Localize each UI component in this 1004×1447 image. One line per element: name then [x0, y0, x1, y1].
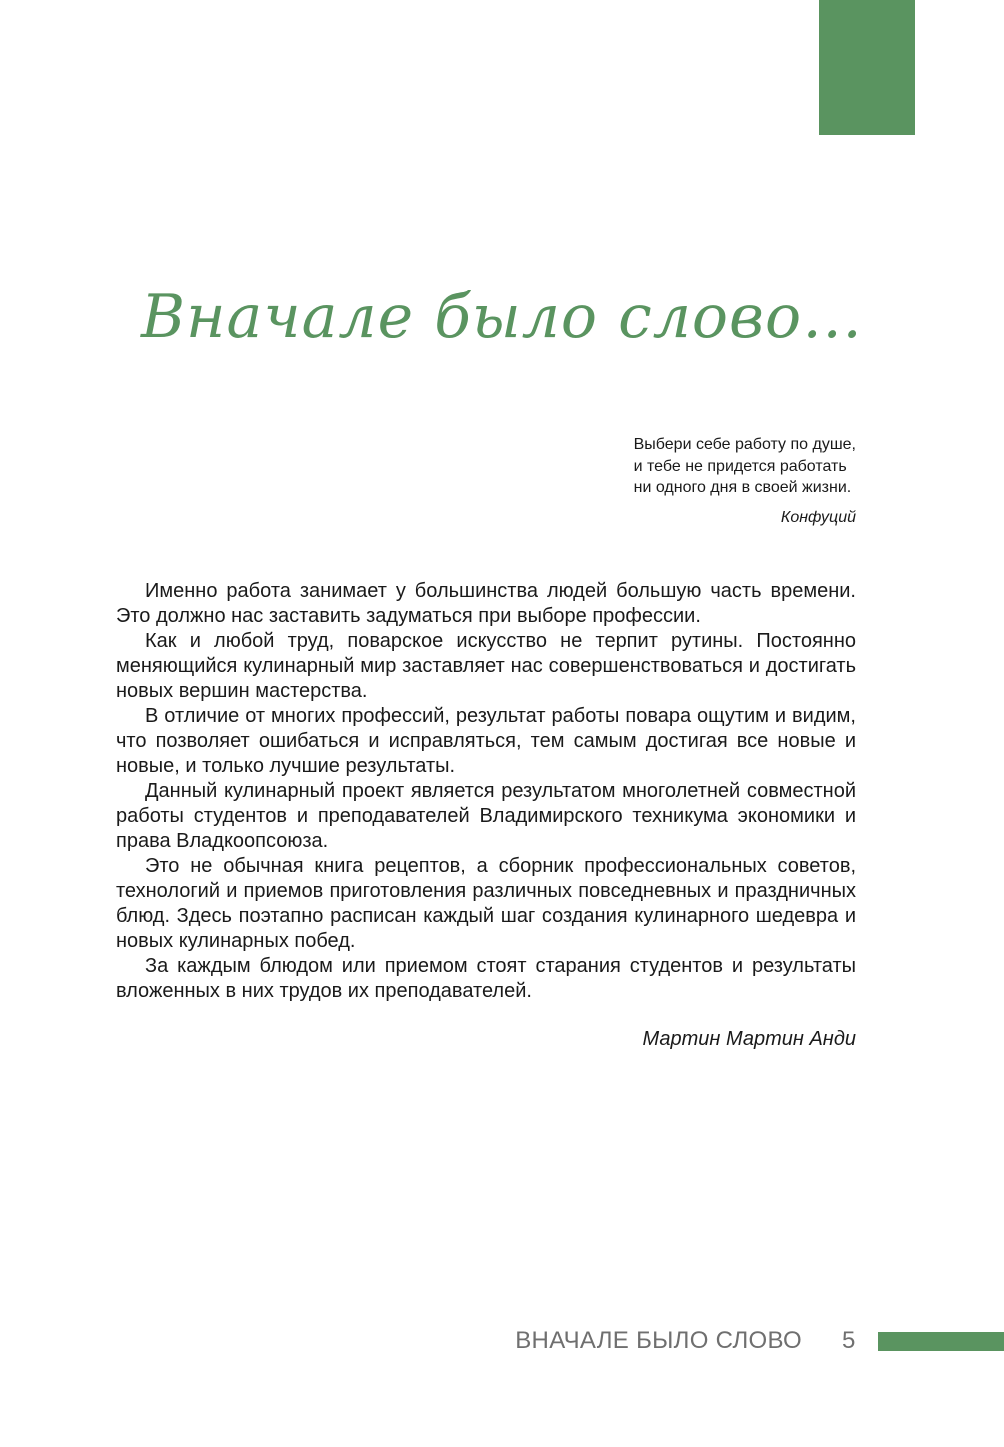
body-text [116, 579, 856, 1004]
page-title: Вначале было слово… [140, 282, 864, 352]
epigraph-line: и тебе не придется работать [633, 457, 847, 475]
footer-section-title: ВНАЧАЛЕ БЫЛО СЛОВО [515, 1327, 802, 1354]
epigraph-quote [634, 434, 856, 499]
epigraph-line: ни одного дня в своей жизни. [633, 479, 852, 496]
epigraph-author: Конфуций [780, 509, 856, 526]
epigraph [560, 434, 856, 499]
paragraph: Данный кулинарный проект является результатом многолетней совместной работы студентов и преподавателей Владимирского техникума экономики и права Владкоопсоюза. [116, 780, 856, 852]
paragraph: Именно работа занимает у большинства людей большую часть времени. Это должно нас заставить задуматься при выборе профессии. [116, 580, 856, 627]
paragraph: Это не обычная книга рецептов, а сборник профессиональных советов, технологий и приемов приготовления различных повседневных и праздничных блюд. Здесь поэтапно расписан каждый шаг создания кулинарного шедевра и новых кулинарных побед. [116, 855, 856, 952]
footer-color-bar [878, 1332, 1004, 1351]
page-number: 5 [842, 1327, 856, 1354]
corner-color-tab [819, 0, 915, 135]
paragraph: Как и любой труд, поварское искусство не терпит рутины. Постоянно меняющийся кулинарный мир заставляет нас совершенствоваться и достигать новых вершин мастерства. [116, 630, 856, 702]
epigraph-line: Выбери себе работу по душе, [633, 436, 856, 453]
paragraph: В отличие от многих профессий, результат работы повара ощутим и видим, что позволяет ошибаться и исправляться, тем самым достигая все новые и новые, и только лучшие результаты. [116, 705, 856, 777]
signature: Мартин Мартин Анди [642, 1028, 856, 1050]
paragraph: За каждым блюдом или приемом стоят старания студентов и результаты вложенных в них трудов их преподавателей. [116, 955, 856, 1002]
